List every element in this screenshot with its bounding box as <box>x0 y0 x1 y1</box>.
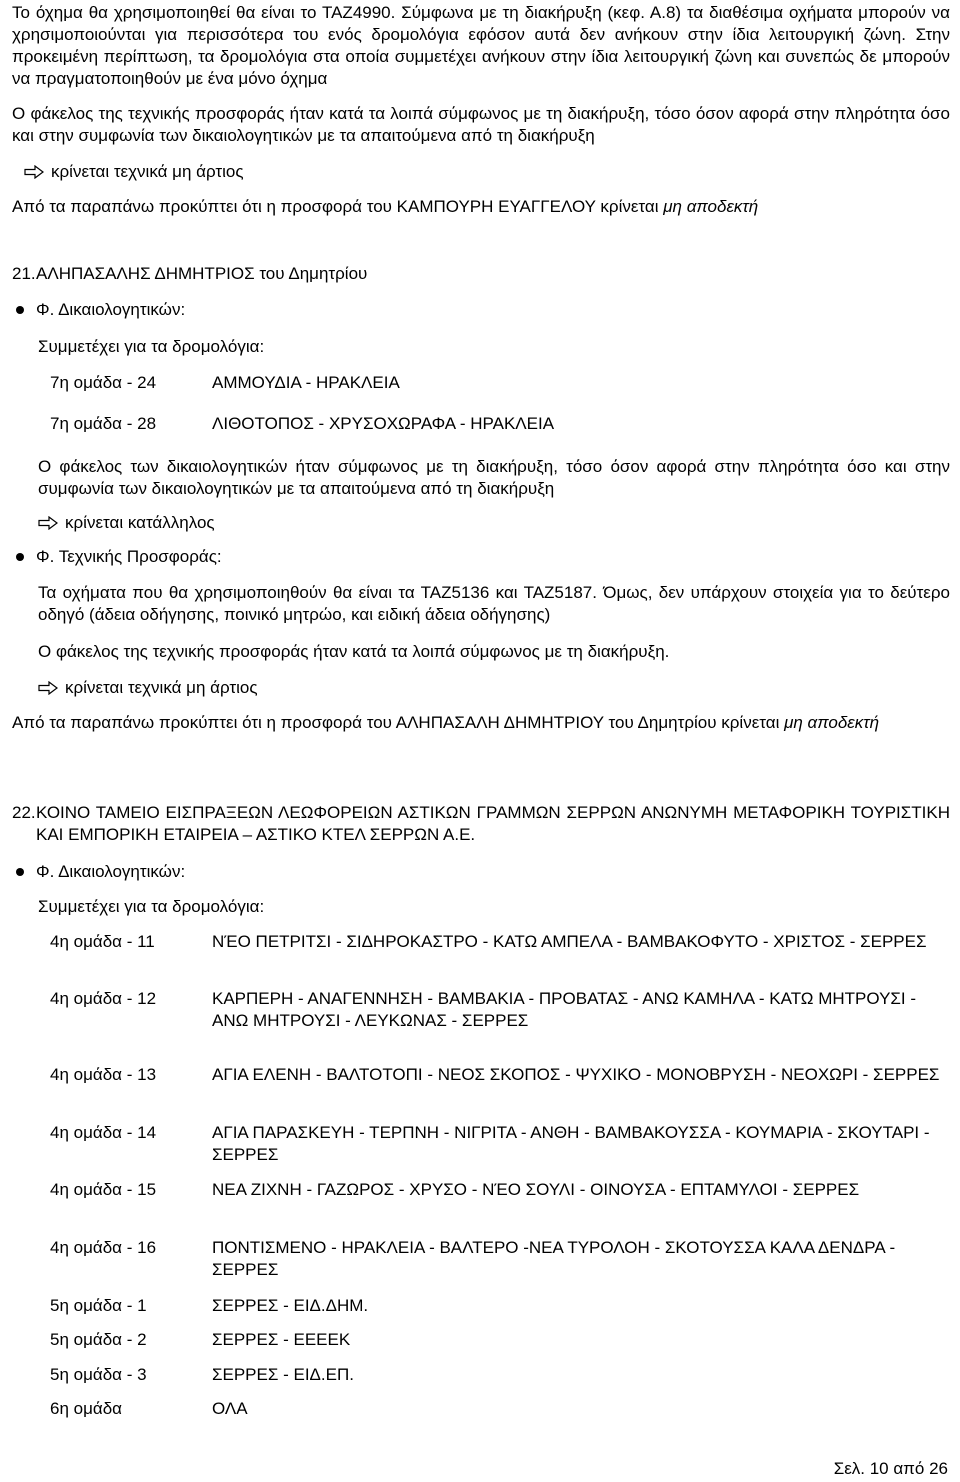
route-name: ΑΓΙΑ ΕΛΕΝΗ - ΒΑΛΤΟΤΟΠΙ - ΝΕΟΣ ΣΚΟΠΟΣ - ΨΥΧΙΚΟ - ΜΟΝΟΒΡΥΣΗ - ΝΕΟΧΩΡΙ - ΣΕΡΡΕΣ <box>212 1065 940 1084</box>
right-arrow-icon <box>38 681 58 695</box>
route-row <box>12 1329 950 1351</box>
tech-text-1: Τα οχήματα που θα χρησιμοποιηθούν θα είναι τα ΤΑΖ5136 και ΤΑΖ5187. Όμως, δεν υπάρχουν στοιχεία για το δεύτερο οδηγό (άδεια οδήγησης, ποινικό μητρώο, και ειδική άδεια οδήγησης) <box>38 583 950 624</box>
conclusion-text: Από τα παραπάνω προκύπτει ότι η προσφορά του ΑΛΗΠΑΣΑΛΗ ΔΗΜΗΤΡΙΟΥ του Δημητρίου κρίνεται <box>12 713 785 732</box>
route-row <box>12 1295 950 1317</box>
right-arrow-icon <box>24 165 44 179</box>
route-name: ΟΛΑ <box>212 1399 248 1418</box>
route-name: ΣΕΡΡΕΣ - ΕΕΕΕΚ <box>212 1330 351 1349</box>
route-group: 4η ομάδα - 12 <box>50 989 157 1008</box>
route-row <box>12 1364 950 1386</box>
route-group: 6η ομάδα <box>50 1399 123 1418</box>
route-row <box>12 1237 950 1281</box>
route-name: ΣΕΡΡΕΣ - ΕΙΔ.ΕΠ. <box>212 1365 354 1384</box>
route-name: ΠΟΝΤΙΣΜΕΝΟ - ΗΡΑΚΛΕΙΑ - ΒΑΛΤΕΡΟ -ΝΕΑ ΤΥΡΟΛΟΗ - ΣΚΟΤΟΥΣΣΑ ΚΑΛΑ ΔΕΝΔΡΑ - ΣΕΡΡΕΣ <box>212 1238 896 1279</box>
route-group: 5η ομάδα - 2 <box>50 1330 147 1349</box>
route-name: ΛΙΘΟΤΟΠΟΣ - ΧΡΥΣΟΧΩΡΑΦΑ - ΗΡΑΚΛΕΙΑ <box>212 414 555 433</box>
route-group: 4η ομάδα - 11 <box>50 932 155 951</box>
docs-heading: Φ. Δικαιολογητικών: <box>36 300 186 319</box>
docs-verdict-line <box>38 512 215 534</box>
conclusion-text: Από τα παραπάνω προκύπτει ότι η προσφορά του ΚΑΜΠΟΥΡΗ ΕΥΑΓΓΕΛΟΥ κρίνεται <box>12 197 664 216</box>
route-group: 5η ομάδα - 3 <box>50 1365 147 1384</box>
route-name: ΣΕΡΡΕΣ - ΕΙΔ.ΔΗΜ. <box>212 1296 369 1315</box>
bidder-22-heading <box>12 802 950 846</box>
route-row <box>12 372 950 394</box>
bullet-dot-icon <box>16 868 24 876</box>
bidder-number: 22. <box>12 803 36 822</box>
participates-label: Συμμετέχει για τα δρομολόγια: <box>38 337 265 356</box>
route-row <box>12 1122 950 1166</box>
route-group: 4η ομάδα - 16 <box>50 1238 157 1257</box>
route-group: 7η ομάδα - 28 <box>50 414 157 433</box>
route-group: 4η ομάδα - 14 <box>50 1123 157 1142</box>
route-row <box>12 931 950 953</box>
route-group: 5η ομάδα - 1 <box>50 1296 147 1315</box>
bidder-21-conclusion <box>12 712 950 734</box>
bidder-name: ΚΟΙΝΟ ΤΑΜΕΙΟ ΕΙΣΠΡΑΞΕΩΝ ΛΕΩΦΟΡΕΙΩΝ ΑΣΤΙΚΩΝ ΓΡΑΜΜΩΝ ΣΕΡΡΩΝ ΑΝΩΝΥΜΗ ΜΕΤΑΦΟΡΙΚΗ ΤΟΥΡΙΣΤΙΚΗ ΚΑΙ ΕΜΠΟΡΙΚΗ ΕΤΑΙΡΕΙΑ – ΑΣΤΙΚΟ ΚΤΕΛ ΣΕΡΡΩΝ Α.Ε. <box>36 803 950 844</box>
route-name: ΝΈΟ ΠΕΤΡΙΤΣΙ - ΣΙΔΗΡΟΚΑΣΤΡΟ - ΚΑΤΩ ΑΜΠΕΛΑ - ΒΑΜΒΑΚΟΦΥΤΟ - ΧΡΙΣΤΟΣ - ΣΕΡΡΕΣ <box>212 932 927 951</box>
tech-verdict-text: κρίνεται τεχνικά μη άρτιος <box>65 678 258 697</box>
bidder-number: 21. <box>12 264 36 283</box>
bidder-21-heading <box>12 263 950 285</box>
route-group: 7η ομάδα - 24 <box>50 373 157 392</box>
intro-paragraph-1: Το όχημα θα χρησιμοποιηθεί θα είναι το ΤΑΖ4990. Σύμφωνα με τη διακήρυξη (κεφ. Α.8) τα διαθέσιμα οχήματα μπορούν να χρησιμοποιούνται για περισσότερα του ενός δρομολόγια εφόσον αυτά δεν ανήκουν στην ίδια λειτουργική ζώνη. Στην προκειμένη περίπτωση, τα δρομολόγια στα οποία συμμετέχει ανήκουν στην ίδια λειτουργική ζώνη και συνεπώς δε μπορούν να πραγματοποιηθούν με ένα μόνο όχημα <box>12 3 950 88</box>
verdict-text: κρίνεται τεχνικά μη άρτιος <box>51 162 244 181</box>
tech-heading: Φ. Τεχνικής Προσφοράς: <box>36 547 222 566</box>
route-row <box>12 1179 950 1201</box>
docs-bullet <box>12 861 185 883</box>
tech-verdict-line <box>38 677 258 699</box>
route-group: 4η ομάδα - 15 <box>50 1180 157 1199</box>
route-name: ΚΑΡΠΕΡΗ - ΑΝΑΓΕΝΝΗΣΗ - ΒΑΜΒΑΚΙΑ - ΠΡΟΒΑΤΑΣ - ΑΝΩ ΚΑΜΗΛΑ - ΚΑΤΩ ΜΗΤΡΟΥΣΙ - ΑΝΩ ΜΗΤΡΟΥΣΙ - ΛΕΥΚΩΝΑΣ - ΣΕΡΡΕΣ <box>212 989 917 1030</box>
route-name: ΑΜΜΟΥΔΙΑ - ΗΡΑΚΛΕΙΑ <box>212 373 400 392</box>
participates-label: Συμμετέχει για τα δρομολόγια: <box>38 897 265 916</box>
route-row <box>12 1398 950 1420</box>
docs-verdict-text: κρίνεται κατάλληλος <box>65 513 215 532</box>
route-row <box>12 1064 950 1086</box>
right-arrow-icon <box>38 516 58 530</box>
tech-text-2: Ο φάκελος της τεχνικής προσφοράς ήταν κατά τα λοιπά σύμφωνος με τη διακήρυξη. <box>38 642 670 661</box>
conclusion-emphasis: μη αποδεκτή <box>784 713 880 732</box>
route-name: ΝΕΑ ΖΙΧΝΗ - ΓΑΖΩΡΟΣ - ΧΡΥΣΟ - ΝΈΟ ΣΟΥΛΙ - ΟΙΝΟΥΣΑ - ΕΠΤΑΜΥΛΟΙ - ΣΕΡΡΕΣ <box>212 1180 860 1199</box>
conclusion-emphasis: μη αποδεκτή <box>663 197 759 216</box>
tech-bullet <box>12 546 222 568</box>
docs-heading: Φ. Δικαιολογητικών: <box>36 862 186 881</box>
route-row <box>12 988 950 1032</box>
route-name: ΑΓΙΑ ΠΑΡΑΣΚΕΥΗ - ΤΕΡΠΝΗ - ΝΙΓΡΙΤΑ - ΑΝΘΗ - ΒΑΜΒΑΚΟΥΣΣΑ - ΚΟΥΜΑΡΙΑ - ΣΚΟΥΤΑΡΙ - ΣΕΡΡΕΣ <box>212 1123 930 1164</box>
intro-paragraph-2: Ο φάκελος της τεχνικής προσφοράς ήταν κατά τα λοιπά σύμφωνος με τη διακήρυξη, τόσο όσον αφορά στην πληρότητα όσο και στην συμφωνία των δικαιολογητικών με τα απαιτούμενα από τη διακήρυξη <box>12 104 950 145</box>
verdict-line <box>24 161 244 183</box>
route-row <box>12 413 950 435</box>
conclusion-line <box>12 196 758 218</box>
bullet-dot-icon <box>16 553 24 561</box>
route-group: 4η ομάδα - 13 <box>50 1065 157 1084</box>
docs-text: Ο φάκελος των δικαιολογητικών ήταν σύμφωνος με τη διακήρυξη, τόσο όσον αφορά στην πληρότητα όσο και στην συμφωνία των δικαιολογητικών με τα απαιτούμενα από τη διακήρυξη <box>38 457 950 498</box>
bidder-name: ΑΛΗΠΑΣΑΛΗΣ ΔΗΜΗΤΡΙΟΣ του Δημητρίου <box>36 264 368 283</box>
docs-bullet <box>12 299 185 321</box>
page-number: Σελ. 10 από 26 <box>833 1459 948 1478</box>
bullet-dot-icon <box>16 306 24 314</box>
